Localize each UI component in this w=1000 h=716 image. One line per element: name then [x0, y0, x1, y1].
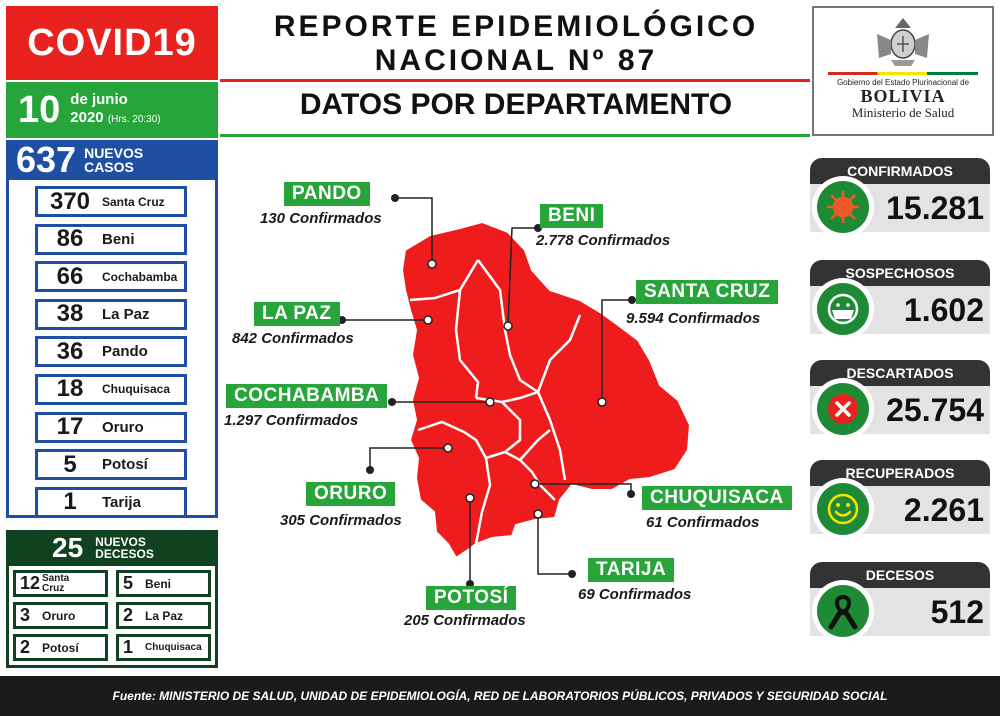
date-year: 2020 — [70, 109, 104, 126]
death-count: 5 — [123, 573, 134, 593]
case-dept: Cochabamba — [102, 269, 178, 284]
marker-potosi — [466, 494, 474, 502]
case-count: 38 — [56, 300, 84, 328]
death-dept: Santa — [42, 572, 70, 584]
tag-pando: PANDO — [284, 182, 370, 206]
death-dept: Oruro — [42, 608, 76, 623]
confirmed-beni: 2.778 Confirmados — [536, 232, 671, 249]
tag-santacruz: SANTA CRUZ — [636, 280, 778, 304]
confirmed-lapaz: 842 Confirmados — [232, 330, 354, 347]
stat-value: 25.754 — [886, 392, 984, 428]
stat-value: 15.281 — [886, 190, 984, 226]
stat-suspected — [810, 260, 990, 350]
new-cases-label-1: NUEVOS — [84, 145, 144, 161]
report-date — [6, 82, 218, 138]
case-count: 66 — [56, 262, 84, 290]
marker-santacruz — [598, 398, 606, 406]
death-dept: Potosí — [42, 640, 79, 655]
source-text: Fuente: MINISTERIO DE SALUD, UNIDAD DE EPIDEMIOLOGÍA, RED DE LABORATORIOS PÚBLICOS, PRIVADOS Y SEGURIDAD SOCIAL — [112, 689, 888, 703]
death-count: 12 — [20, 573, 41, 593]
case-count: 17 — [56, 413, 84, 441]
tag-chuquisaca: CHUQUISACA — [642, 486, 792, 510]
stat-value: 512 — [930, 594, 984, 630]
tag-oruro: ORURO — [306, 482, 395, 506]
stat-label: SOSPECHOSOS — [810, 260, 990, 286]
page-subtitle: DATOS POR DEPARTAMENTO — [299, 88, 733, 121]
logo-country: BOLIVIA — [860, 86, 946, 106]
list-item — [35, 449, 187, 480]
stat-label: DESCARTADOS — [810, 360, 990, 386]
case-count: 36 — [56, 337, 84, 365]
list-item — [116, 634, 211, 661]
date-time: (Hrs. 20:30) — [107, 114, 161, 125]
confirmed-chuquisaca: 61 Confirmados — [646, 514, 760, 531]
list-item — [35, 412, 187, 443]
death-count: 2 — [123, 605, 134, 625]
new-deaths-count: 25 — [52, 532, 84, 563]
list-item — [35, 261, 187, 292]
government-logo — [812, 6, 994, 136]
list-item — [13, 570, 108, 597]
stat-discarded — [810, 360, 990, 450]
case-count: 18 — [56, 375, 84, 403]
stat-label: CONFIRMADOS — [810, 158, 990, 184]
death-count: 2 — [20, 637, 31, 657]
tag-potosi: POTOSÍ — [426, 586, 516, 610]
tag-cochabamba: COCHABAMBA — [226, 384, 387, 408]
marker-chuquisaca — [531, 480, 539, 488]
death-dept: La Paz — [145, 608, 184, 623]
coat-of-arms-icon — [873, 14, 933, 68]
death-dept-2: Cruz — [42, 582, 65, 594]
case-dept: Chuquisaca — [102, 382, 171, 397]
confirmed-santacruz: 9.594 Confirmados — [626, 310, 761, 327]
case-count: 86 — [56, 225, 84, 253]
new-cases-label-2: CASOS — [84, 159, 134, 175]
new-deaths-label-1: NUEVOS — [95, 535, 146, 549]
marker-pando — [428, 260, 436, 268]
tag-lapaz: LA PAZ — [254, 302, 340, 326]
case-dept: Pando — [102, 343, 148, 361]
confirmed-pando: 130 Confirmados — [260, 210, 382, 227]
confirmed-cochabamba: 1.297 Confirmados — [224, 412, 359, 429]
divider — [220, 79, 810, 82]
smile-icon — [817, 483, 869, 535]
case-count: 1 — [63, 488, 77, 516]
death-count: 1 — [123, 637, 134, 657]
marker-oruro — [444, 444, 452, 452]
list-item — [35, 487, 187, 518]
department-map — [220, 140, 810, 670]
list-item — [35, 374, 187, 405]
new-cases-count: 637 — [16, 139, 77, 180]
death-dept: Chuquisaca — [145, 641, 202, 653]
new-deaths-header — [6, 530, 218, 566]
title-line-2: NACIONAL Nº 87 — [374, 44, 658, 77]
x-circle-icon — [817, 383, 869, 435]
date-day: 10 — [18, 88, 61, 131]
page-title — [228, 10, 804, 78]
death-dept: Beni — [145, 576, 172, 591]
divider — [220, 134, 810, 137]
source-footer — [0, 676, 1000, 716]
case-count: 5 — [63, 450, 77, 478]
confirmed-tarija: 69 Confirmados — [578, 586, 692, 603]
stat-label: RECUPERADOS — [810, 460, 990, 486]
case-dept: Tarija — [102, 493, 141, 511]
stat-value: 2.261 — [903, 492, 984, 528]
marker-cochabamba — [486, 398, 494, 406]
list-item — [13, 634, 108, 661]
death-count: 3 — [20, 605, 31, 625]
case-dept: Beni — [102, 230, 135, 248]
cases-by-department-list — [6, 180, 218, 518]
list-item — [13, 602, 108, 629]
marker-beni — [504, 322, 512, 330]
logo-ministry: Ministerio de Salud — [851, 105, 955, 120]
stat-value: 1.602 — [903, 292, 984, 328]
list-item — [35, 336, 187, 367]
stat-deaths — [810, 562, 990, 652]
confirmed-potosi: 205 Confirmados — [404, 612, 526, 629]
title-line-1: REPORTE EPIDEMIOLÓGICO — [273, 10, 759, 43]
virus-icon — [817, 181, 869, 233]
confirmed-oruro: 305 Confirmados — [280, 512, 402, 529]
stat-label: DECESOS — [810, 562, 990, 588]
tag-tarija: TARIJA — [588, 558, 674, 582]
covid-banner — [6, 6, 218, 80]
case-dept: La Paz — [102, 305, 150, 323]
new-deaths-label-2: DECESOS — [95, 547, 154, 561]
list-item — [116, 602, 211, 629]
mourning-ribbon-icon — [817, 585, 869, 637]
marker-tarija — [534, 510, 542, 518]
case-dept: Santa Cruz — [102, 194, 165, 209]
covid-label: COVID19 — [27, 21, 197, 64]
deaths-by-department-grid — [6, 566, 218, 668]
marker-lapaz — [424, 316, 432, 324]
list-item — [35, 224, 187, 255]
tag-beni: BENI — [540, 204, 603, 228]
list-item — [116, 570, 211, 597]
new-cases-header — [6, 140, 218, 180]
list-item — [35, 299, 187, 330]
stat-confirmed — [810, 158, 990, 248]
flag-stripe — [828, 72, 978, 75]
date-month: de junio — [70, 91, 128, 108]
stat-recovered — [810, 460, 990, 550]
logo-small-text: Gobierno del Estado Plurinacional de — [836, 78, 970, 87]
face-mask-icon — [817, 283, 869, 335]
list-item — [35, 186, 187, 217]
case-count: 370 — [49, 187, 91, 215]
case-dept: Potosí — [102, 456, 148, 474]
case-dept: Oruro — [102, 418, 144, 436]
